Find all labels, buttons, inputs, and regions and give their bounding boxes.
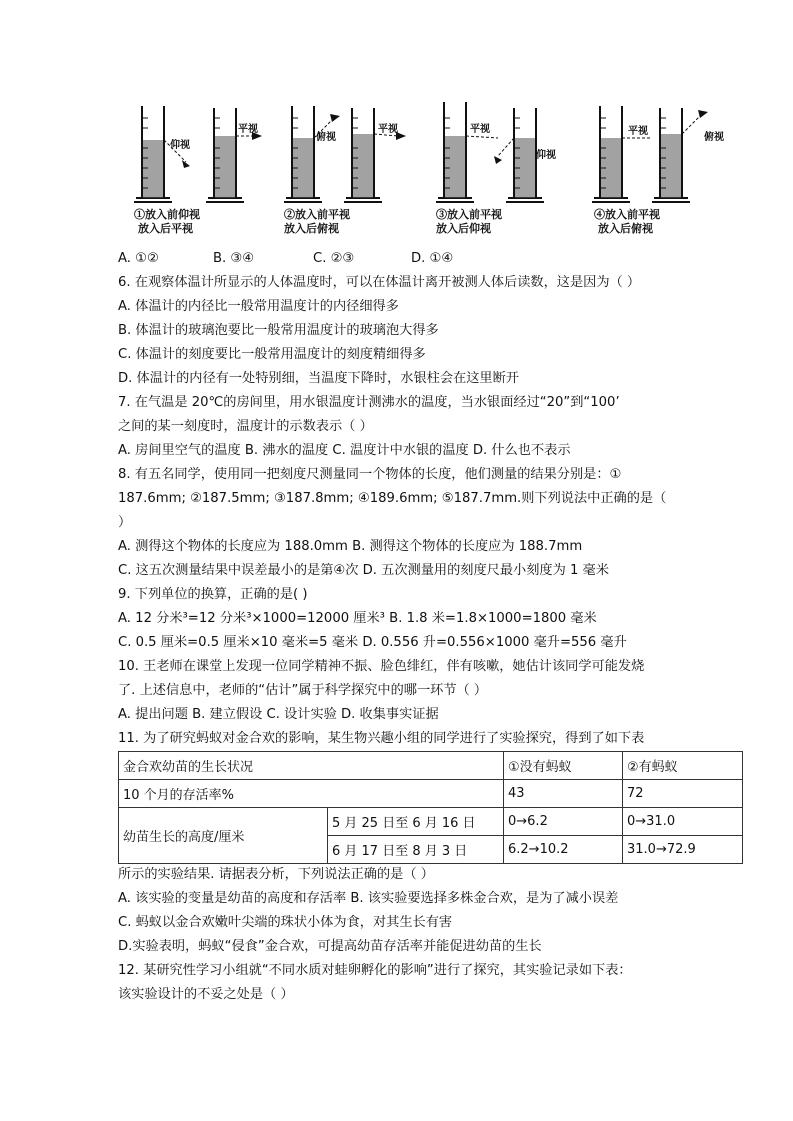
- table-header-cell: ②有蚂蚁: [623, 752, 743, 780]
- view-label-3b: 仰视: [536, 150, 556, 161]
- q8-stem-line1: 8. 有五名同学，使用同一把刻度尺测量同一个物体的长度，他们测量的结果分别是：①: [118, 467, 622, 482]
- q8-options-cd: C. 这五次测量结果中误差最小的是第④次 D. 五次测量用的刻度尺最小刻度为 1 毫米: [118, 563, 609, 578]
- table-header-cell: 金合欢幼苗的生长状况: [119, 752, 504, 780]
- q12-line2: 该实验设计的不妥之处是（ ）: [118, 987, 294, 1002]
- table-header-cell: ①没有蚂蚁: [504, 752, 623, 780]
- q5-option-a: A. ①②: [118, 251, 159, 266]
- caption-2-line1: ②放入前平视: [284, 208, 350, 221]
- q12-stem: 12. 某研究性学习小组就“不同水质对蛙卵孵化的影响”进行了探究，其实验记录如下表：: [118, 963, 632, 978]
- q10-stem-line1: 10. 王老师在课堂上发现一位同学精神不振、脸色绯红，伴有咳嗽，她估计该同学可能发烧: [118, 659, 645, 674]
- q5-option-c: C. ②③: [313, 251, 355, 266]
- caption-2-line2: 放入后俯视: [284, 222, 339, 235]
- q6-option-c: C. 体温计的刻度要比一般常用温度计的刻度精细得多: [118, 347, 426, 362]
- q11-after-table: 所示的实验结果. 请据表分析，下列说法正确的是（ ）: [118, 867, 434, 882]
- table-cell: 43: [504, 780, 623, 808]
- view-label-4b: 俯视: [704, 132, 724, 143]
- table-cell: 6.2→10.2: [504, 836, 623, 864]
- q11-option-c: C. 蚂蚁以金合欢嫩叶尖端的珠状小体为食，对其生长有害: [118, 915, 453, 930]
- cylinder-figure: [120, 98, 740, 248]
- table-row: [119, 752, 743, 780]
- q5-option-b: B. ③④: [213, 251, 255, 266]
- table-cell: 幼苗生长的高度/厘米: [119, 808, 328, 864]
- q7-options: A. 房间里空气的温度 B. 沸水的温度 C. 温度计中水银的温度 D. 什么也不表示: [118, 443, 571, 458]
- q8-stem-line3: ）: [118, 515, 132, 530]
- q7-stem-line2: 之间的某一刻度时，温度计的示数表示（ ）: [118, 419, 373, 434]
- q6-option-a: A. 体温计的内径比一般常用温度计的内径细得多: [118, 299, 399, 314]
- table-cell: 5 月 25 日至 6 月 16 日: [328, 808, 504, 836]
- caption-3-line2: 放入后仰视: [436, 222, 491, 235]
- table-cell: 72: [623, 780, 743, 808]
- view-label-2a: 俯视: [316, 132, 336, 143]
- q5-options: [118, 250, 453, 268]
- q9-stem: 9. 下列单位的换算，正确的是( ): [118, 587, 308, 602]
- q5-option-d: D. ①④: [411, 251, 454, 266]
- figure-group-1: [130, 98, 280, 248]
- caption-4-line2: 放入后俯视: [598, 222, 653, 235]
- table-cell: 31.0→72.9: [623, 836, 743, 864]
- figure-group-4: [590, 98, 740, 248]
- view-label-3a: 平视: [470, 124, 490, 135]
- q11-data-table: [118, 751, 743, 864]
- view-label-2b: 平视: [378, 124, 398, 135]
- table-row: [119, 808, 743, 836]
- caption-4-line1: ④放入前平视: [594, 208, 660, 221]
- q8-options-ab: A. 测得这个物体的长度应为 188.0mm B. 测得这个物体的长度应为 188.7mm: [118, 539, 583, 554]
- q6-option-b: B. 体温计的玻璃泡要比一般常用温度计的玻璃泡大得多: [118, 323, 439, 338]
- q9-options-cd: C. 0.5 厘米=0.5 厘米×10 毫米=5 毫米 D. 0.556 升=0.556×1000 毫升=556 毫升: [118, 635, 627, 650]
- table-cell: 0→6.2: [504, 808, 623, 836]
- q9-options-ab: A. 12 分米³=12 分米³×1000=12000 厘米³ B. 1.8 米=1.8×1000=1800 毫米: [118, 611, 597, 626]
- view-label-1a: 仰视: [170, 140, 190, 151]
- q11-stem: 11. 为了研究蚂蚁对金合欢的影响，某生物兴趣小组的同学进行了实验探究，得到了如下表: [118, 731, 645, 746]
- figure-group-3: [432, 98, 582, 248]
- view-label-4a: 平视: [628, 126, 648, 137]
- q11-option-d: D.实验表明，蚂蚁“侵食”金合欢，可提高幼苗存活率并能促进幼苗的生长: [118, 939, 542, 954]
- table-row: [119, 780, 743, 808]
- q8-stem-line2: 187.6mm; ②187.5mm; ③187.8mm; ④189.6mm; ⑤187.7mm.则下列说法中正确的是（: [118, 491, 667, 506]
- table-cell: 6 月 17 日至 8 月 3 日: [328, 836, 504, 864]
- caption-1-line2: 放入后平视: [138, 222, 193, 235]
- q7-stem-line1: 7. 在气温是 20℃的房间里，用水银温度计测沸水的温度，当水银面经过“20”到“100’: [118, 395, 620, 410]
- figure-group-2: [280, 98, 430, 248]
- q6-stem: 6. 在观察体温计所显示的人体温度时，可以在体温计离开被测人体后读数，这是因为（ ）: [118, 275, 641, 290]
- caption-3-line1: ③放入前平视: [436, 208, 502, 221]
- q10-options: A. 提出问题 B. 建立假设 C. 设计实验 D. 收集事实证据: [118, 707, 439, 722]
- caption-1-line1: ①放入前仰视: [134, 208, 200, 221]
- view-label-1b: 平视: [238, 124, 258, 135]
- table-cell: 0→31.0: [623, 808, 743, 836]
- q11-options-ab: A. 该实验的变量是幼苗的高度和存活率 B. 该实验要选择多株金合欢，是为了减小误差: [118, 891, 619, 906]
- q6-option-d: D. 体温计的内径有一处特别细，当温度下降时，水银柱会在这里断开: [118, 371, 519, 386]
- q10-stem-line2: 了. 上述信息中，老师的“估计”属于科学探究中的哪一环节（ ）: [118, 683, 488, 698]
- table-cell: 10 个月的存活率%: [119, 780, 504, 808]
